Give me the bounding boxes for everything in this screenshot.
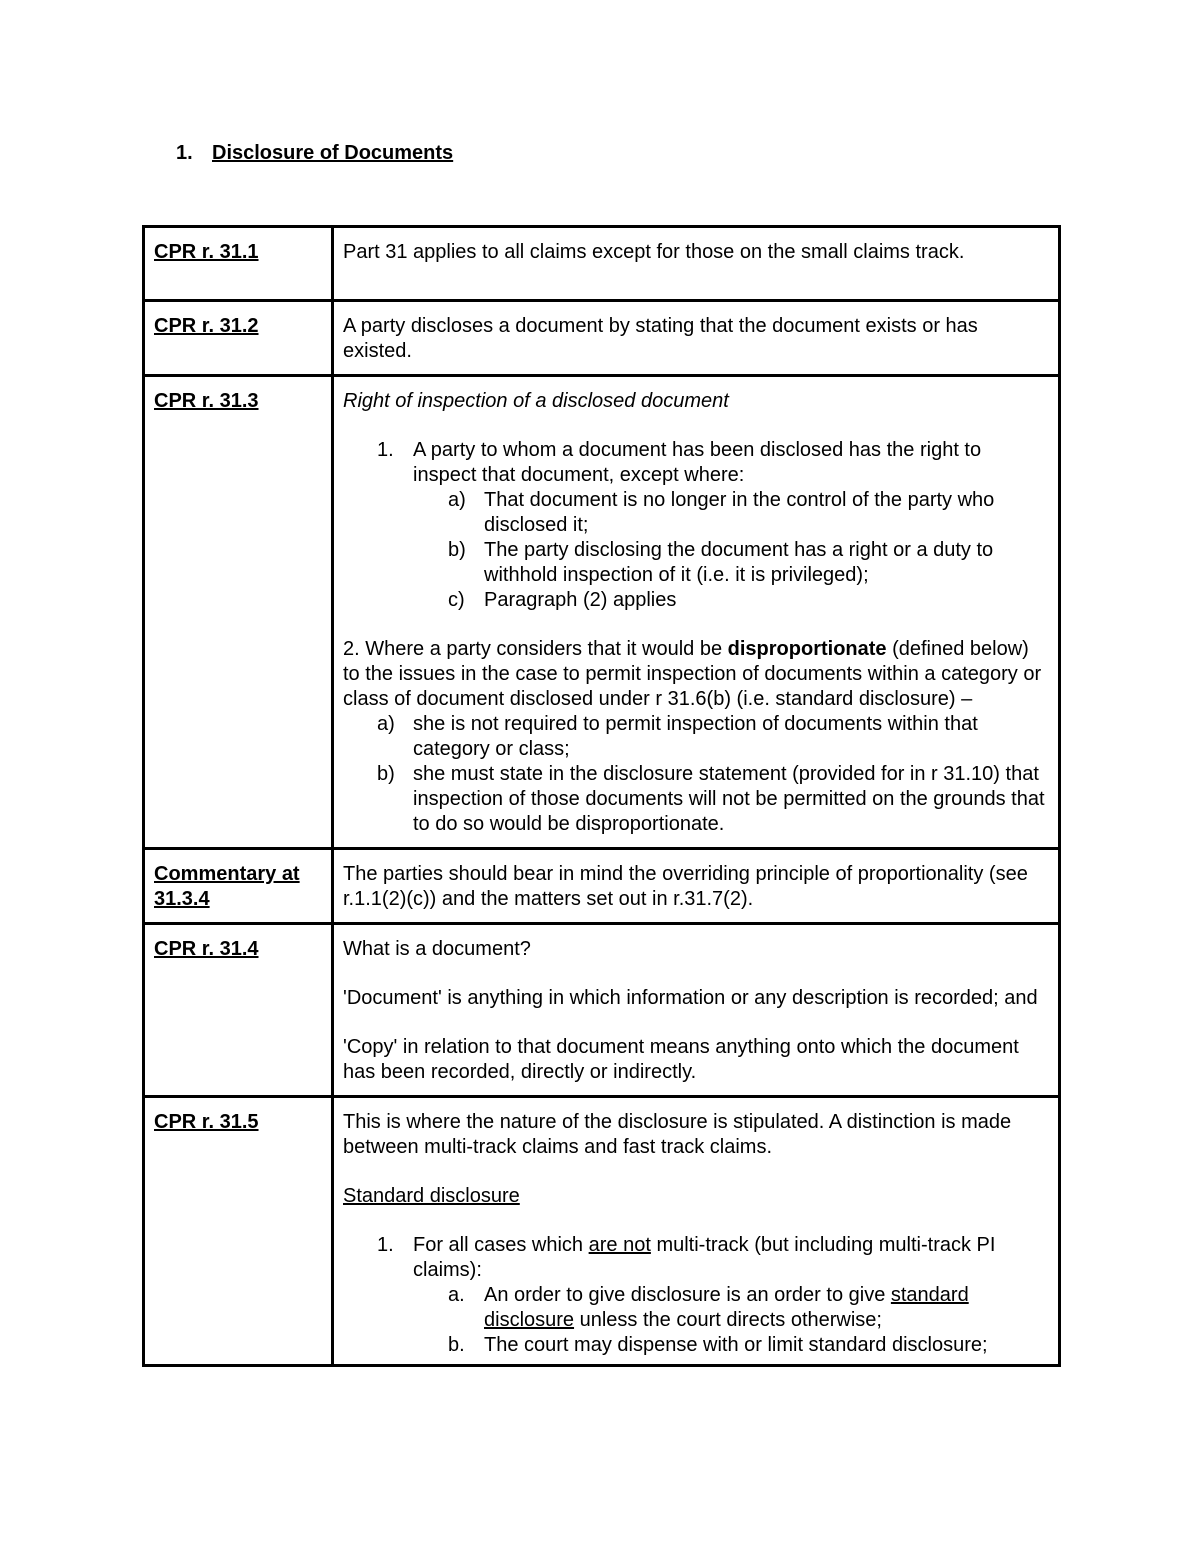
rule-reference: CPR r. 31.4 [144,924,333,1097]
rule-text: A party discloses a document by stating that the document exists or has existed. [343,315,978,362]
list-text-underlined: standard disclosure [484,1284,969,1331]
paragraph-2-end: (defined below) to the issues in the case to permit inspection of documents within a category or class of document disclosed under r 31.6(b) (i.e. standard disclosure) – [343,638,1042,710]
list-text-part: For all cases which [413,1234,589,1256]
list-marker: 1. [377,439,394,461]
list-text: she must state in the disclosure statement (provided for in r 31.10) that inspection of those documents will not be permitted on the grounds that to do so would be disproportionate. [413,763,1045,835]
list-item [343,1333,1049,1358]
section-title: Disclosure of Documents [212,142,454,164]
rule-reference: CPR r. 31.2 [144,301,333,376]
rule-description [333,227,1060,301]
list-text: The court may dispense with or limit standard disclosure; [484,1334,988,1356]
paragraph-2-start: 2. Where a party considers that it would be [343,638,728,660]
rule-description [333,849,1060,924]
list-text-part: unless the court directs otherwise; [574,1309,882,1331]
table-row-r311 [144,227,1060,301]
rule-subheading: Standard disclosure [343,1185,520,1207]
list-text: Paragraph (2) applies [484,589,677,611]
list-text-underlined: are not [588,1234,651,1256]
list-marker: c) [448,589,465,611]
list-item [343,438,1049,488]
section-number: 1. [176,142,193,164]
table-row-commentary [144,849,1060,924]
list-text-part: multi-track (but including multi-track PI claims): [413,1234,996,1281]
table-row-r312 [144,301,1060,376]
rule-reference: CPR r. 31.3 [144,376,333,849]
rule-description [333,1097,1060,1366]
rule-description [333,924,1060,1097]
rules-table [142,225,1061,1367]
list-marker: b. [448,1334,465,1356]
list-item [343,488,1049,538]
table-row-r314 [144,924,1060,1097]
rule-text: This is where the nature of the disclosure is stipulated. A distinction is made between multi-track claims and fast track claims. [343,1111,1012,1158]
list-item [343,712,1049,762]
rule-description [333,301,1060,376]
rule-text: 'Document' is anything in which information or any description is recorded; and [343,987,1038,1009]
rule-reference: Commentary at 31.3.4 [144,849,333,924]
list-text: That document is no longer in the control of the party who disclosed it; [484,489,995,536]
rule-text: The parties should bear in mind the overriding principle of proportionality (see r.1.1(2)(c)) and the matters set out in r.31.7(2). [343,863,1028,910]
list-text [413,1233,1049,1283]
rule-subtitle: Right of inspection of a disclosed document [343,390,729,412]
list-item [343,588,1049,613]
rule-reference: CPR r. 31.5 [144,1097,333,1366]
table-row-r313 [144,376,1060,849]
list-item [343,762,1049,837]
list-marker: a) [448,489,466,511]
rule-description [333,376,1060,849]
paragraph-2 [343,637,1049,712]
table-row-r315 [144,1097,1060,1366]
list-item [343,538,1049,588]
list-marker: b) [377,763,395,785]
rule-text: Part 31 applies to all claims except for those on the small claims track. [343,241,965,263]
list-item [343,1283,1049,1333]
list-text: she is not required to permit inspection of documents within that category or class; [413,713,978,760]
list-marker: a) [377,713,395,735]
list-item [343,1233,1049,1283]
list-text [484,1283,1049,1333]
list-marker: 1. [377,1234,394,1256]
list-text: A party to whom a document has been disclosed has the right to inspect that document, except where: [413,439,982,486]
section-heading [176,142,453,165]
list-marker: a. [448,1284,465,1306]
rule-reference: CPR r. 31.1 [144,227,333,301]
list-marker: b) [448,539,466,561]
list-text-part: An order to give disclosure is an order to give [484,1284,891,1306]
rule-text: 'Copy' in relation to that document means anything onto which the document has been recorded, directly or indirectly. [343,1036,1019,1083]
paragraph-2-bold: disproportionate [727,638,887,660]
list-text: The party disclosing the document has a right or a duty to withhold inspection of it (i.e. it is privileged); [484,539,994,586]
rule-question: What is a document? [343,938,531,960]
